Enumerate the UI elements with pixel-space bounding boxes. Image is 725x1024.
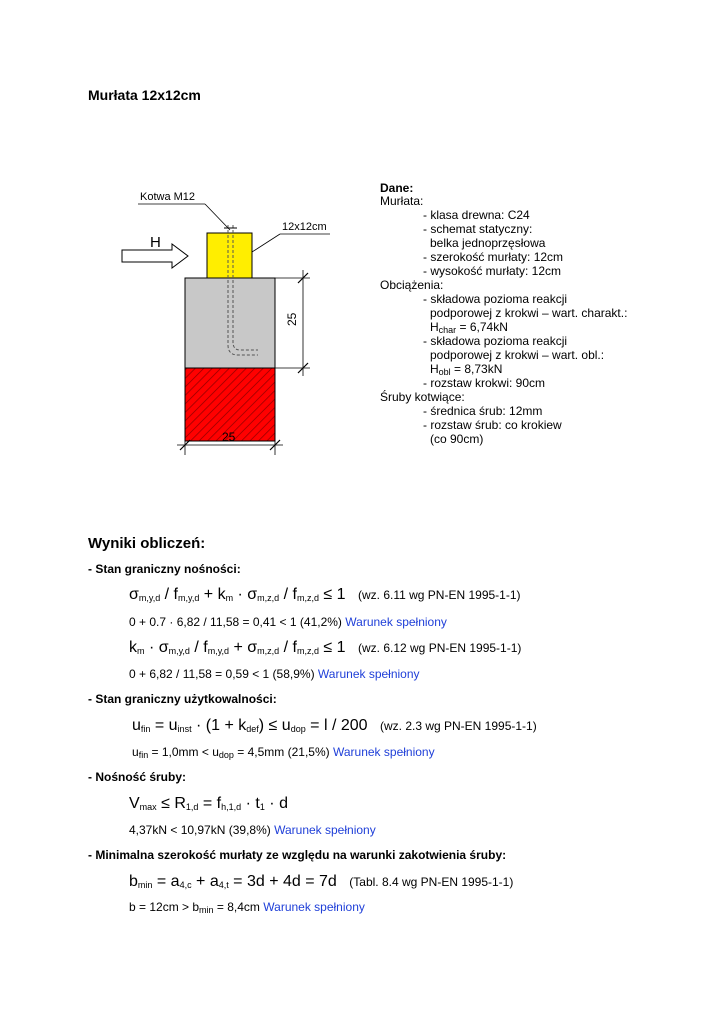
dane-line: (co 90cm)	[430, 432, 484, 446]
dane-line: - klasa drewna: C24	[423, 208, 530, 222]
dane-line: belka jednoprzęsłowa	[430, 236, 546, 250]
dane-line: podporowej z krokwi – wart. charakt.:	[430, 306, 628, 320]
dane-line: - rozstaw śrub: co krokiew	[423, 418, 562, 432]
results-title: Wyniki obliczeń:	[88, 535, 206, 552]
cross-section-diagram	[120, 180, 330, 455]
page-title: Murłata 12x12cm	[88, 87, 201, 103]
calc-bolt: 4,37kN < 10,97kN (39,8%) Warunek spełniony	[129, 823, 376, 837]
dane-line: - schemat statyczny:	[423, 222, 533, 236]
dane-line: - składowa pozioma reakcji	[423, 334, 568, 348]
formula-8-4: $b_{min} = a_{4,c} + a_{4,t} = 3d + 4d = 7d$ (Tabl. 8.4 wg PN-EN 1995-1-1)	[129, 873, 514, 890]
h-char-value: $H_{char} = 6,74kN$	[430, 320, 508, 335]
status-ok: Warunek spełniony	[317, 667, 420, 681]
calc-6-12: 0 + 6,82 / 11,58 = 0,59 < 1 (58,9%) Warunek spełniony	[129, 667, 420, 681]
masonry-wall	[185, 278, 275, 368]
width-dimension: 25	[222, 430, 236, 444]
section-sls: - Stan graniczny użytkowalności:	[88, 692, 277, 706]
dane-line: - składowa pozioma reakcji	[423, 292, 568, 306]
status-ok: Warunek spełniony	[263, 900, 365, 914]
section-min-width: - Minimalna szerokość murłaty ze względu na warunki zakotwienia śruby:	[88, 848, 507, 862]
dane-title: Dane:	[380, 181, 414, 195]
dane-line: - średnica śrub: 12mm	[423, 404, 543, 418]
input-data-block	[380, 182, 700, 452]
dane-line: - rozstaw krokwi: 90cm	[423, 376, 546, 390]
bolts-header: Śruby kotwiące:	[380, 390, 465, 404]
calc-8-4: $b = 12cm > b_{min} = 8,4cm$ Warunek spełniony	[129, 900, 365, 915]
calc-2-3: $u_{fin} = 1,0mm < u_{dop} = 4,5mm$ (21,5%) Warunek spełniony	[132, 745, 435, 760]
formula-bolt: $V_{max} \le R_{1,d} = f_{h,1,d} \cdot t_1 \cdot d$	[129, 795, 288, 812]
dane-line: - szerokość murłaty: 12cm	[423, 250, 564, 264]
wall-plate	[207, 233, 252, 278]
formula-2-3: $u_{fin} = u_{inst} \cdot (1 + k_{def}) \le u_{dop} = l / 200$ (wz. 2.3 wg PN-EN 1995-1-1)	[132, 717, 537, 734]
murlata-header: Murłata:	[380, 194, 424, 208]
h-obl-value: $H_{obl} = 8,73kN$	[430, 362, 503, 377]
dane-line: podporowej z krokwi – wart. obl.:	[430, 348, 605, 362]
formula-6-11: $\sigma_{m,y,d} / f_{m,y,d} + k_m \cdot \sigma_{m,z,d} / f_{m,z,d} \le 1$ (wz. 6.11 wg PN-EN 1995-1-1)	[129, 586, 521, 603]
height-dimension: 25	[285, 312, 299, 326]
section-label: 12x12cm	[282, 221, 327, 233]
loads-header: Obciążenia:	[380, 278, 444, 292]
dane-line: - wysokość murłaty: 12cm	[423, 264, 562, 278]
force-label: H	[150, 234, 161, 251]
status-ok: Warunek spełniony	[345, 615, 447, 629]
status-ok: Warunek spełniony	[274, 823, 376, 837]
status-ok: Warunek spełniony	[332, 745, 435, 759]
anchor-label: Kotwa M12	[140, 191, 196, 203]
calc-6-11: 0 + 0.7 · 6,82 / 11,58 = 0,41 < 1 (41,2%) Warunek spełniony	[129, 615, 447, 629]
formula-6-12: $k_m \cdot \sigma_{m,y,d} / f_{m,y,d} + \sigma_{m,z,d} / f_{m,z,d} \le 1$ (wz. 6.12 wg PN-EN 1995-1-1)	[129, 639, 522, 656]
section-bolt: - Nośność śruby:	[88, 770, 187, 784]
section-uls: - Stan graniczny nośności:	[88, 562, 241, 576]
